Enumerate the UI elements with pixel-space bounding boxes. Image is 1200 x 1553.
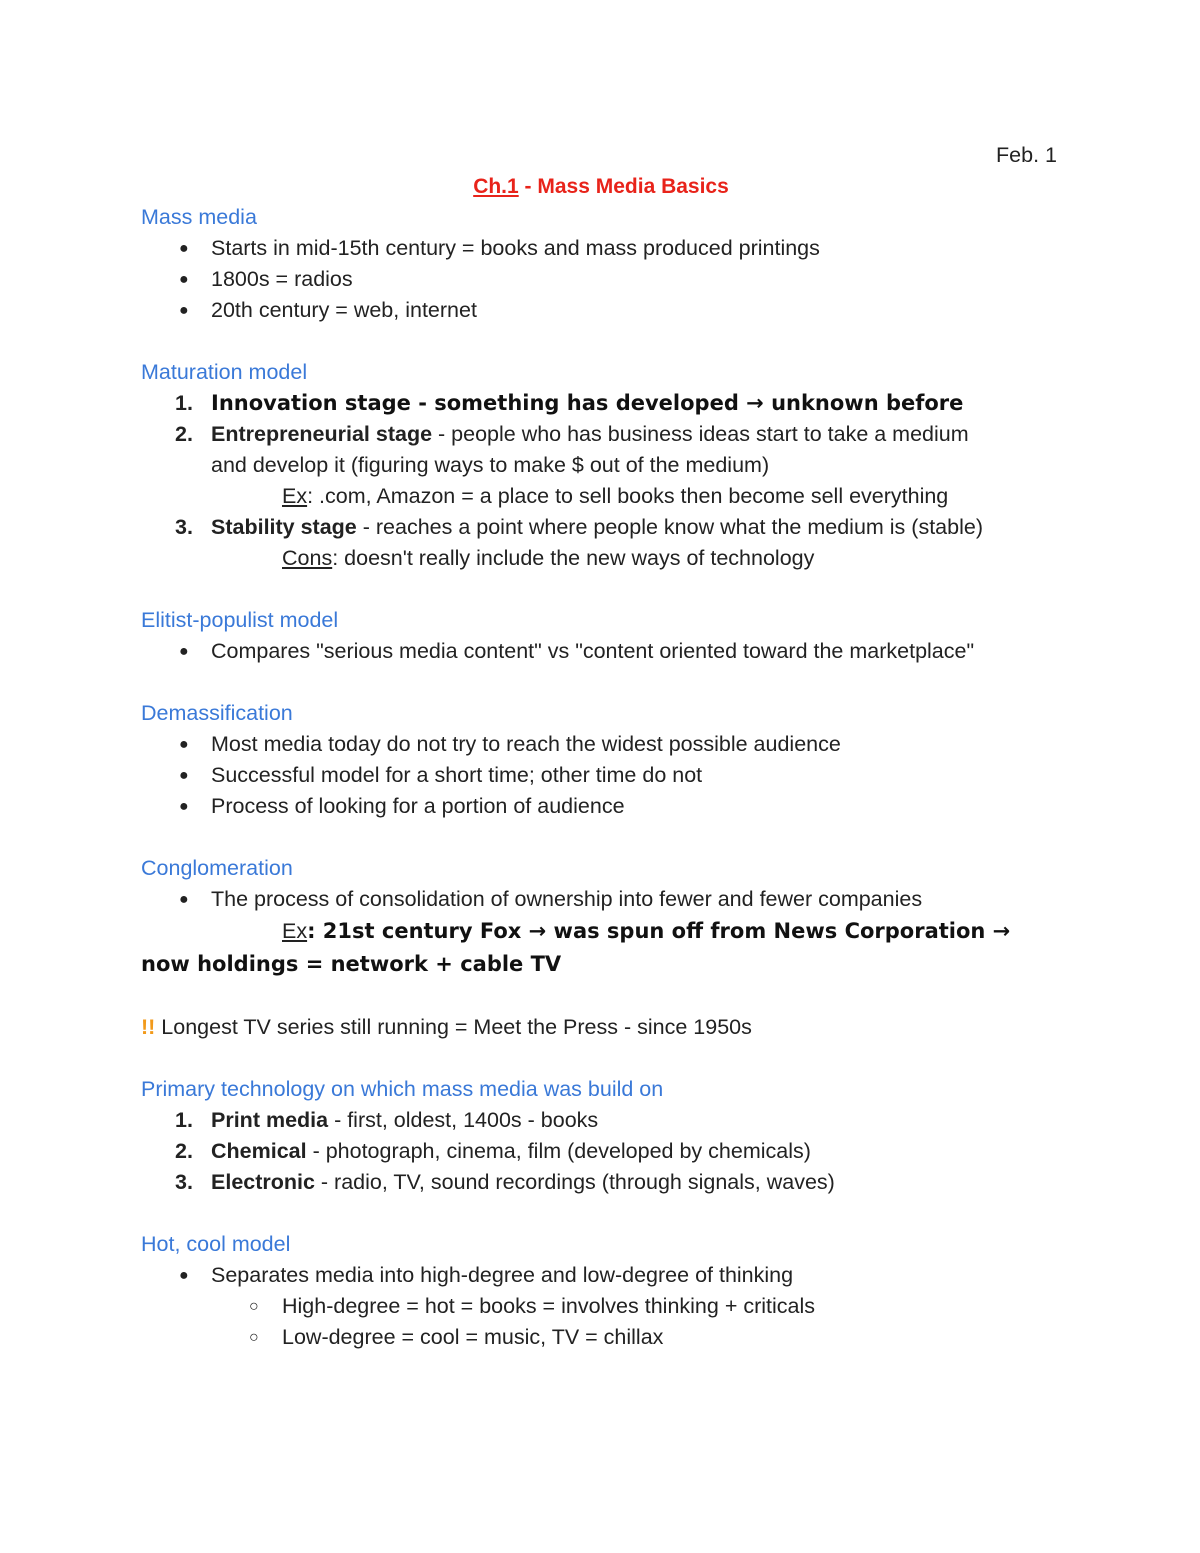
item-text: - photograph, cinema, film (developed by chemicals)	[306, 1139, 811, 1163]
list-item-text: 1800s = radios	[211, 267, 353, 291]
numbered-item	[141, 512, 1061, 543]
item-number: 2.	[175, 1139, 193, 1163]
section-heading-demassification: Demassification	[141, 701, 293, 725]
date: Feb. 1	[996, 143, 1057, 167]
title-text: - Mass Media Basics	[518, 175, 729, 198]
sub-list-item-text: Low-degree = cool = music, TV = chillax	[282, 1325, 664, 1349]
list-item	[141, 233, 1061, 264]
bullet-icon: ●	[179, 891, 189, 908]
example-label: Ex	[282, 484, 308, 508]
example-text-continued: now holdings = network + cable TV	[141, 952, 562, 976]
example-text: : 21st century Fox → was spun off from News Corporation →	[307, 919, 1011, 943]
numbered-item	[141, 1105, 1061, 1136]
bullet-icon: ●	[179, 798, 189, 815]
list-item	[141, 295, 1061, 326]
list-item	[141, 636, 1061, 667]
section-heading-mass-media: Mass media	[141, 205, 257, 229]
item-term: Chemical	[211, 1139, 307, 1163]
exclamation-mark: !!	[141, 1015, 156, 1039]
hollow-bullet-icon: ○	[249, 1298, 259, 1315]
list-item	[141, 264, 1061, 295]
cons-label: Cons	[282, 546, 333, 570]
innovation-stage-text: Innovation stage - something has developed → unknown before	[211, 391, 964, 415]
list-item	[141, 791, 1061, 822]
item-number: 3.	[175, 1170, 193, 1194]
list-item	[141, 760, 1061, 791]
item-term: Electronic	[211, 1170, 315, 1194]
list-item-text: Most media today do not try to reach the widest possible audience	[211, 732, 841, 756]
list-item	[141, 729, 1061, 760]
section-heading-elitist-populist: Elitist-populist model	[141, 608, 339, 632]
numbered-item	[141, 1167, 1061, 1198]
example-line	[141, 481, 1061, 512]
cons-text: : doesn't really include the new ways of technology	[332, 546, 815, 570]
list-item-text: Compares "serious media content" vs "content oriented toward the marketplace"	[211, 639, 975, 663]
numbered-item	[141, 388, 1061, 419]
example-continuation	[141, 948, 1061, 981]
list-item-text: 20th century = web, internet	[211, 298, 477, 322]
item-continuation: and develop it (figuring ways to make $ out of the medium)	[211, 453, 770, 477]
section-heading-hot-cool-model: Hot, cool model	[141, 1232, 291, 1256]
item-term: Stability stage	[211, 515, 357, 539]
example-text: : .com, Amazon = a place to sell books then become sell everything	[307, 484, 949, 508]
bullet-icon: ●	[179, 240, 189, 257]
bullet-icon: ●	[179, 271, 189, 288]
bullet-icon: ●	[179, 643, 189, 660]
example-label: Ex	[282, 919, 308, 943]
item-number: 1.	[175, 391, 193, 415]
item-number: 3.	[175, 515, 193, 539]
bullet-icon: ●	[179, 736, 189, 753]
item-text: - radio, TV, sound recordings (through signals, waves)	[314, 1170, 835, 1194]
cons-line	[141, 543, 1061, 574]
document-page	[141, 140, 1061, 1353]
example-line	[141, 915, 1061, 948]
section-heading-primary-technology: Primary technology on which mass media was build on	[141, 1077, 664, 1101]
item-number: 2.	[175, 422, 193, 446]
note-text: Longest TV series still running = Meet the Press - since 1950s	[155, 1015, 752, 1039]
item-number: 1.	[175, 1108, 193, 1132]
sub-list-item	[141, 1291, 1061, 1322]
sub-list-item-text: High-degree = hot = books = involves thinking + criticals	[282, 1294, 816, 1318]
page-title	[141, 171, 1061, 202]
section-heading-conglomeration: Conglomeration	[141, 856, 293, 880]
hollow-bullet-icon: ○	[249, 1329, 259, 1346]
sub-list-item	[141, 1322, 1061, 1353]
list-item-text: Successful model for a short time; other time do not	[211, 763, 703, 787]
list-item-text: Starts in mid-15th century = books and mass produced printings	[211, 236, 820, 260]
numbered-item	[141, 419, 1061, 450]
item-text: - first, oldest, 1400s - books	[328, 1108, 599, 1132]
item-term: Print media	[211, 1108, 329, 1132]
list-item-text: The process of consolidation of ownership into fewer and fewer companies	[211, 887, 923, 911]
title-chapter: Ch.1	[473, 175, 519, 198]
numbered-item	[141, 1136, 1061, 1167]
list-item-text: Process of looking for a portion of audience	[211, 794, 625, 818]
note-line	[141, 1012, 1061, 1043]
section-heading-maturation-model: Maturation model	[141, 360, 308, 384]
item-text: - people who has business ideas start to take a medium	[432, 422, 969, 446]
bullet-icon: ●	[179, 1267, 189, 1284]
list-item	[141, 884, 1061, 915]
bullet-icon: ●	[179, 302, 189, 319]
item-text: - reaches a point where people know what the medium is (stable)	[356, 515, 983, 539]
list-item	[141, 1260, 1061, 1291]
list-item-text: Separates media into high-degree and low-degree of thinking	[211, 1263, 794, 1287]
item-term: Entrepreneurial stage	[211, 422, 433, 446]
bullet-icon: ●	[179, 767, 189, 784]
